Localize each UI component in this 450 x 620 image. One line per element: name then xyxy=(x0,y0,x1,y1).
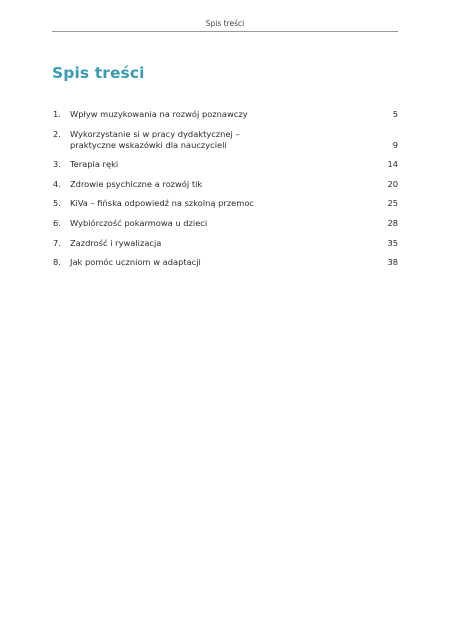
toc-entry-1[interactable] xyxy=(53,109,398,120)
toc-entry-title-line: Terapia ręki xyxy=(70,159,119,170)
toc-entry-number: 7. xyxy=(53,237,61,248)
toc-entry-page: 38 xyxy=(387,257,398,268)
toc-entry-8[interactable] xyxy=(53,257,398,268)
toc-entry-number: 3. xyxy=(53,159,61,170)
toc-entry-title xyxy=(70,159,378,170)
toc-entry-4[interactable] xyxy=(53,179,398,190)
toc-entry-number: 5. xyxy=(53,198,61,209)
toc-entry-title-line: Wybiórczość pokarmowa u dzieci xyxy=(70,217,208,228)
toc-entry-page: 20 xyxy=(387,178,398,189)
toc-entry-number: 8. xyxy=(53,257,61,268)
toc-entry-5[interactable] xyxy=(53,198,398,209)
running-header: Spis treści xyxy=(205,19,245,28)
toc-entry-number: 6. xyxy=(53,217,61,228)
toc-entry-7[interactable] xyxy=(53,238,398,249)
toc-entry-6[interactable] xyxy=(53,218,398,229)
toc-entry-title-line: Wpływ muzykowania na rozwój poznawczy xyxy=(70,109,248,119)
toc-entry-title-line: Zdrowie psychiczne a rozwój tik xyxy=(70,178,203,189)
toc-entry-title xyxy=(70,238,378,249)
toc-entry-page: 9 xyxy=(392,139,398,150)
toc-entry-number: 1. xyxy=(53,109,61,119)
toc-entry-title-line: Zazdrość i rywalizacja xyxy=(70,237,162,248)
toc-entry-title xyxy=(70,198,378,209)
toc-entry-title xyxy=(70,109,378,120)
toc-entry-page: 28 xyxy=(387,217,398,228)
toc-entry-page: 35 xyxy=(387,237,398,248)
toc-entry-number: 4. xyxy=(53,178,61,189)
toc-entry-2[interactable] xyxy=(53,129,398,151)
toc-entry-page: 25 xyxy=(387,198,398,209)
toc-entry-page: 14 xyxy=(387,159,398,170)
table-of-contents xyxy=(53,109,398,277)
toc-entry-title-line: praktyczne wskazówki dla nauczycieli xyxy=(70,139,227,150)
toc-entry-title xyxy=(70,129,378,151)
toc-entry-title-line: KiVa – fińska odpowiedź na szkolną przemoc xyxy=(70,198,254,209)
toc-entry-3[interactable] xyxy=(53,159,398,170)
toc-entry-number: 2. xyxy=(53,128,61,139)
toc-entry-title-line: Jak pomóc uczniom w adaptacji xyxy=(70,257,201,268)
toc-entry-page: 5 xyxy=(392,109,398,119)
toc-entry-title-line: Wykorzystanie si w pracy dydaktycznej – xyxy=(70,128,240,139)
toc-entry-title xyxy=(70,179,378,190)
page-title: Spis treści xyxy=(52,64,145,82)
toc-entry-title xyxy=(70,257,378,268)
toc-entry-title xyxy=(70,218,378,229)
header-divider xyxy=(52,31,398,32)
